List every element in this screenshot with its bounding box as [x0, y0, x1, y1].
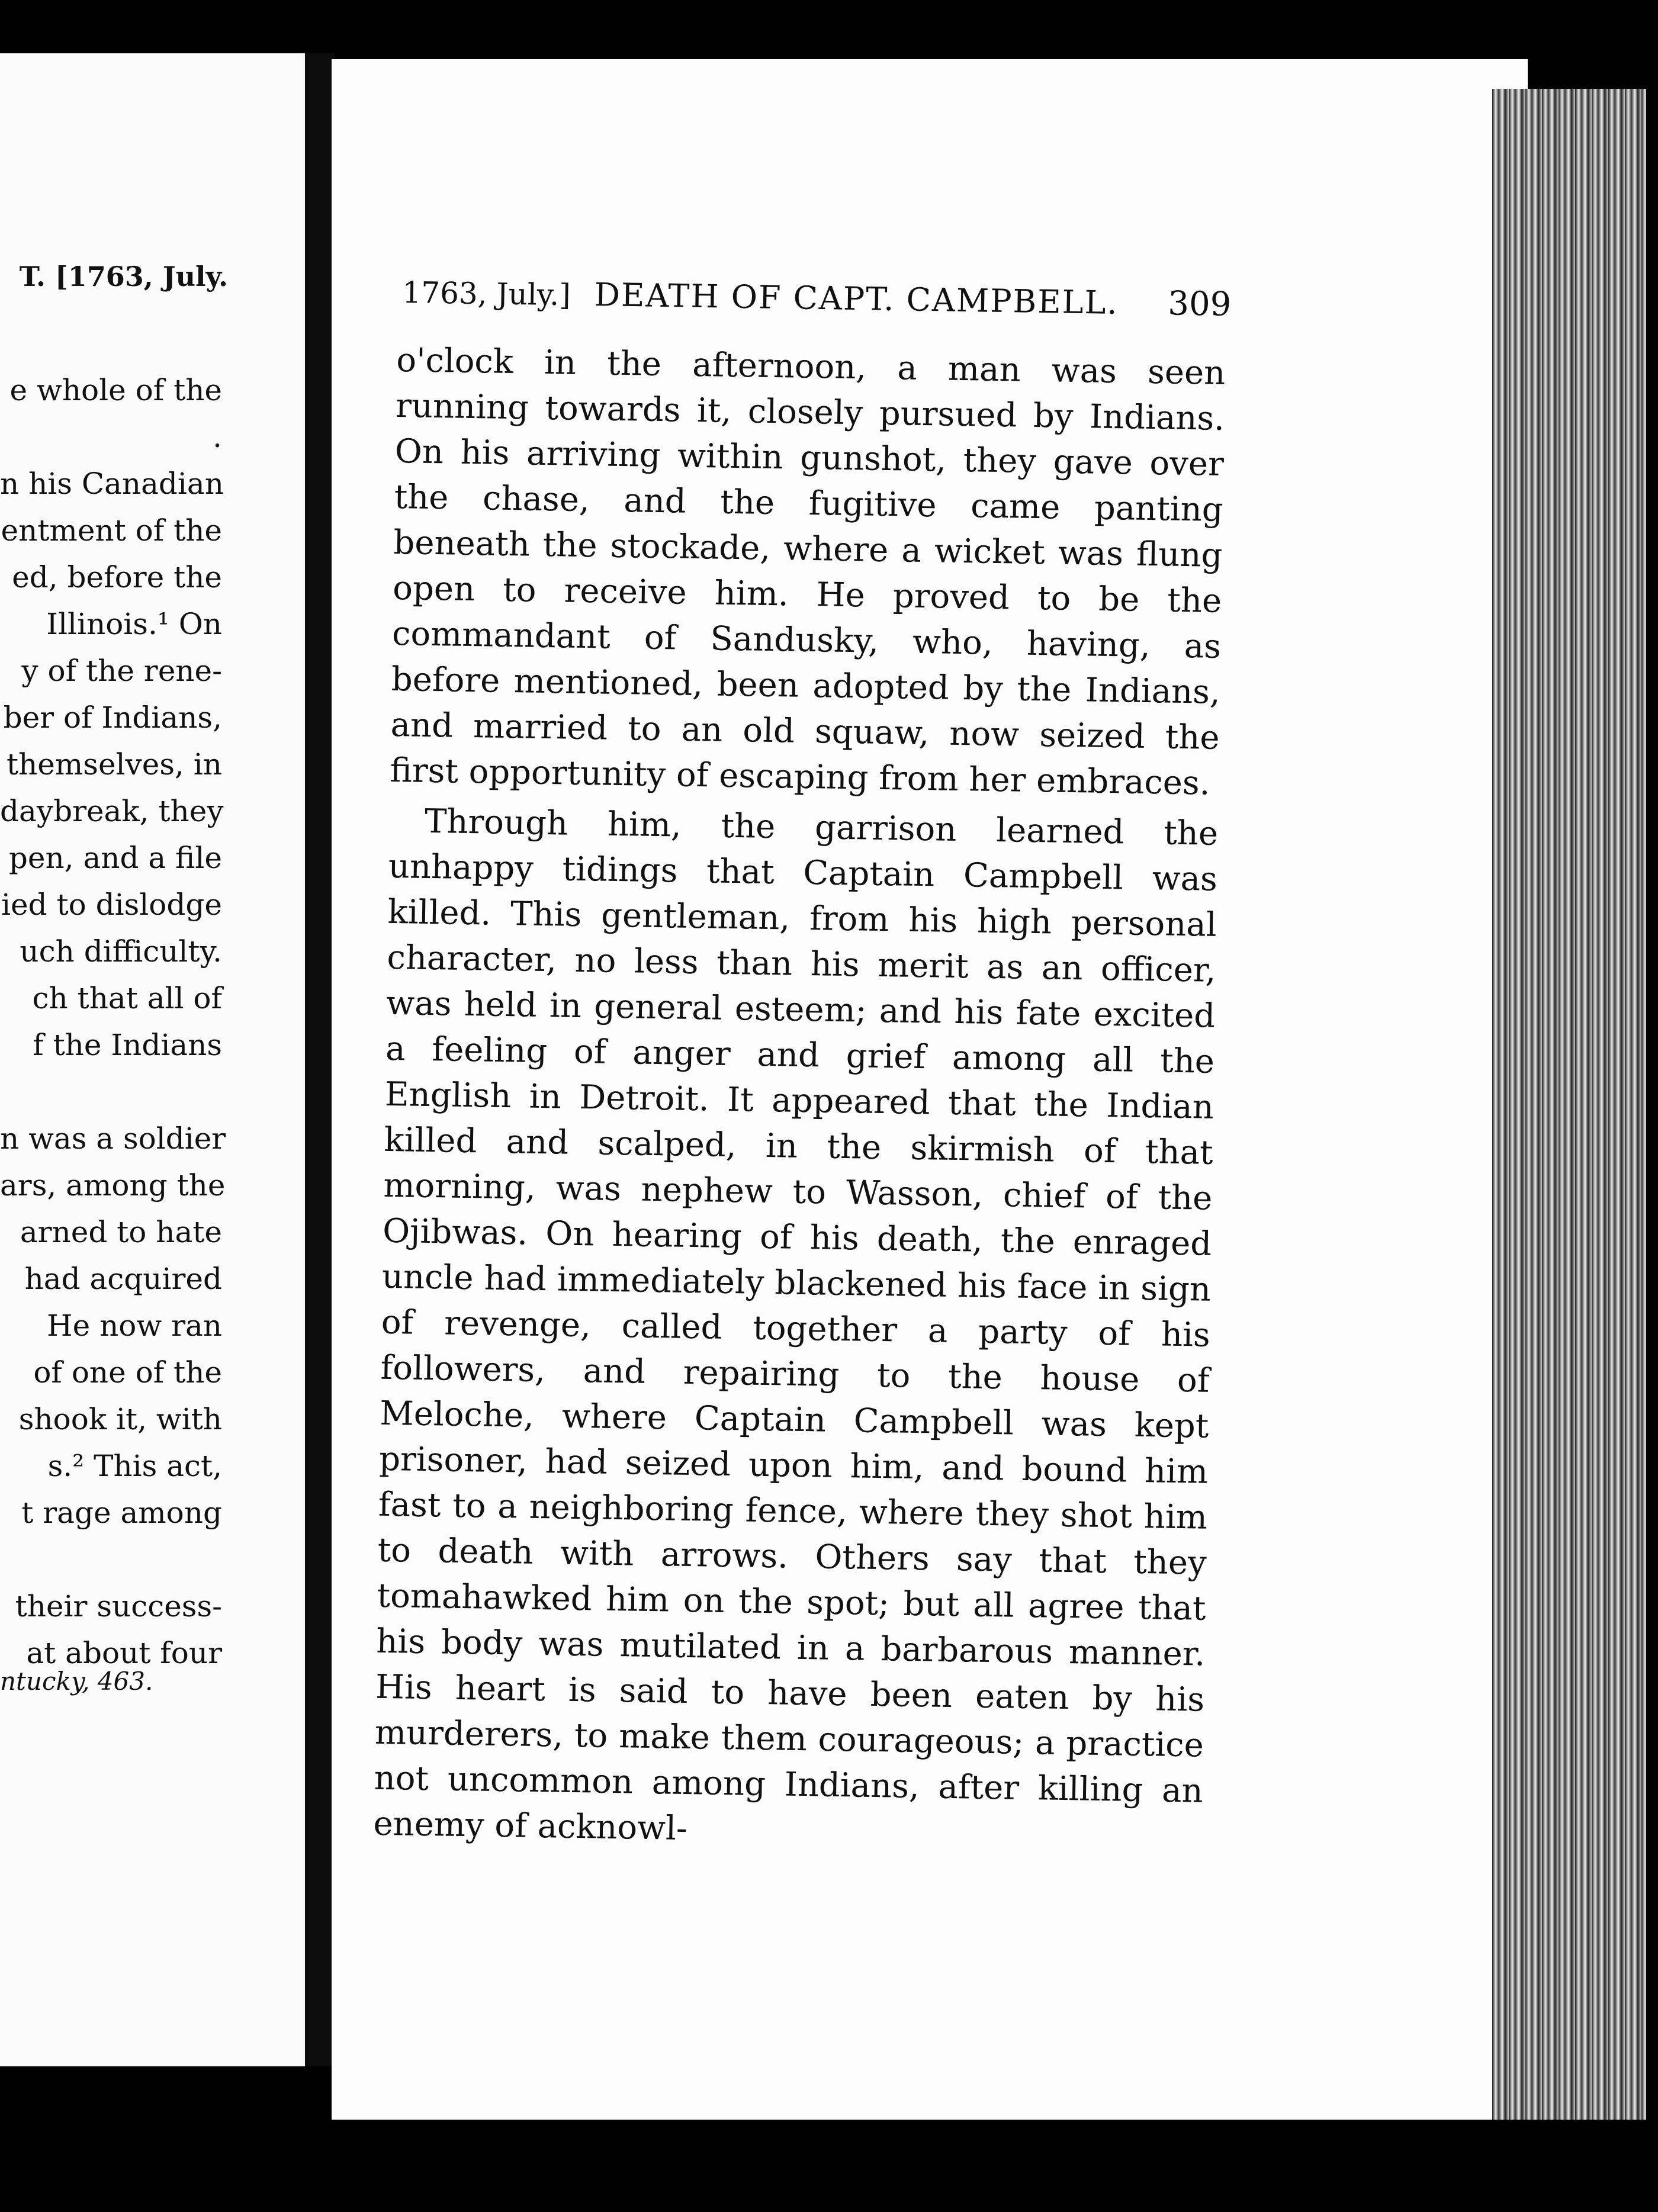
left-text-line: daybreak, they: [0, 794, 224, 828]
left-text-line: ars, among the: [0, 1168, 226, 1203]
left-text-line: ied to dislodge: [1, 888, 222, 922]
facing-page-left: [0, 53, 309, 2066]
paragraph-2: Through him, the garrison learned the unhappy tidings that Captain Campbell was killed. This gentleman, from his high personal character, no less than his merit as an officer, was held in general esteem; and his fate excited a feeling of anger and grief among all the English in Detroit. It appeared that the Indian killed and scalped, in the skirmish of that morning, was nephew to Wasson, chief of the Ojibwas. On hearing of his death, the enraged uncle had immediately blackened his face in sign of revenge, called together a party of his followers, and repairing to the house of Meloche, where Captain Campbell was kept prisoner, had seized upon him, and bound him fast to a neighboring fence, where they shot him to death with arrows. Others say that they tomahawked him on the spot; but all agree that his body was mutilated in a barbarous manner. His heart is said to have been eaten by his murderers, to make them courageous; a practice not uncommon among Indians, after killing an enemy of acknowl-: [373, 802, 1219, 1848]
left-text-line: pen, and a file: [8, 841, 222, 875]
left-text-line: uch difficulty.: [20, 934, 222, 969]
left-text-line: .: [213, 420, 222, 454]
page-number: 309: [1167, 284, 1232, 324]
left-text-line: ber of Indians,: [3, 700, 222, 735]
left-text-line: arned to hate: [20, 1215, 222, 1249]
left-page-text: [0, 367, 226, 1677]
running-head-date: 1763, July.]: [402, 275, 571, 313]
left-text-line: n was a soldier: [0, 1121, 226, 1156]
left-footnote: ntucky, 463.: [0, 1667, 153, 1696]
left-running-head: T. [1763, July.: [19, 261, 228, 292]
book-page-309: [332, 59, 1528, 2120]
running-head: [402, 272, 1232, 324]
left-text-line: He now ran: [47, 1308, 222, 1343]
left-text-line: n his Canadian: [0, 467, 224, 501]
left-text-line: shook it, with: [18, 1402, 222, 1436]
left-text-line: ed, before the: [12, 560, 222, 594]
left-text-line: ch that all of: [32, 981, 222, 1015]
page-body: [373, 337, 1226, 1860]
left-text-line: [0, 1069, 222, 1115]
running-head-title: DEATH OF CAPT. CAMPBELL.: [594, 276, 1119, 321]
left-text-line: y of the rene-: [21, 654, 222, 688]
left-text-line: themselves, in: [6, 747, 222, 782]
left-text-line: e whole of the: [9, 373, 222, 407]
left-text-line: entment of the: [1, 513, 222, 548]
left-text-line: t rage among: [21, 1496, 222, 1530]
book-fore-edge: [1492, 89, 1658, 2120]
left-text-line: s.² This act,: [47, 1449, 222, 1483]
left-text-line: [0, 1536, 222, 1583]
book-gutter: [305, 53, 335, 2066]
left-text-line: their success-: [15, 1589, 222, 1623]
left-text-line: Illinois.¹ On: [46, 607, 222, 641]
left-text-line: of one of the: [33, 1355, 222, 1390]
left-text-line: at about four: [26, 1636, 222, 1670]
paragraph-1: o'clock in the afternoon, a man was seen running towards it, closely pursued by Indians. On his arriving within gunshot, they gave over the chase, and the fugitive came panting beneath the stockade, where a wicket was flung open to receive him. He proved to be the commandant of Sandusky, who, having, as before mentioned, been adopted by the Indians, and married to an old squaw, now seized the first opportunity of escaping from her embraces.: [389, 340, 1226, 803]
left-text-line: f the Indians: [33, 1028, 222, 1062]
book-edge-shadow: [1646, 89, 1658, 2120]
left-text-line: had acquired: [24, 1262, 222, 1296]
